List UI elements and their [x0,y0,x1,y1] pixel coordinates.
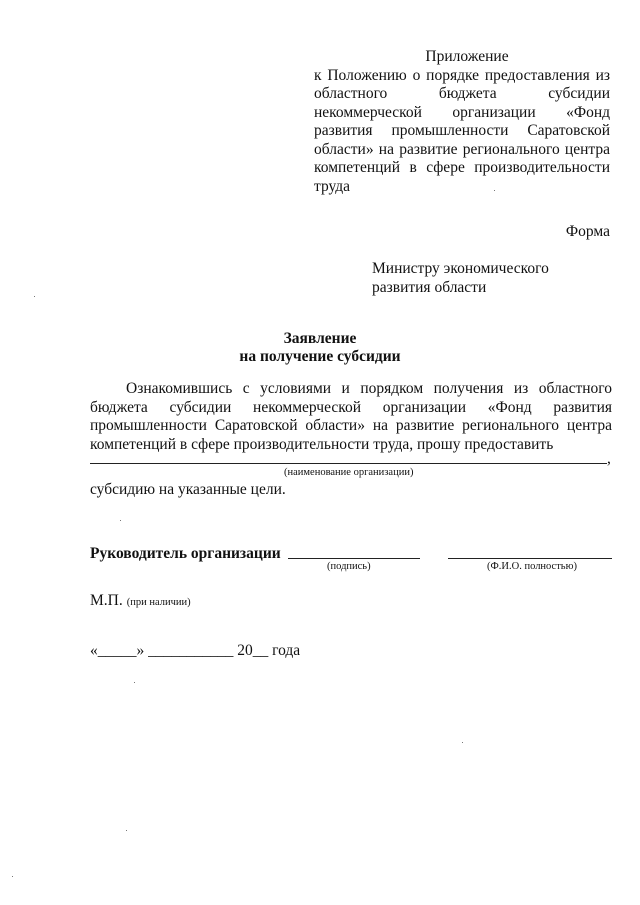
scan-speck [126,830,127,831]
date-year-blank[interactable]: __ [252,642,269,659]
stamp-note: (при наличии) [126,597,191,608]
document-title-line: на получение субсидии [239,348,401,365]
scan-speck [494,190,495,191]
head-of-organization-label: Руководитель организации [90,545,281,562]
org-line-comma: , [607,450,611,467]
stamp-placeholder [90,592,191,610]
form-label: Форма [565,223,610,240]
addressee-block [372,259,582,297]
document-title [0,330,640,366]
appendix-block [314,48,610,196]
organization-name-line[interactable] [90,462,607,464]
stamp-label: М.П. [90,592,123,609]
signature-caption: (подпись) [327,561,371,572]
appendix-body: к Положению о порядке предоставления из областного бюджета субсидии некоммерческой организации «Фонд развития промышленности Саратовской области» на развитие регионального центра компетенций в сфере производительности труда [314,66,610,195]
document-title-line: Заявление [283,330,357,347]
appendix-title: Приложение [425,48,509,65]
date-day-blank[interactable]: _____ [97,642,137,659]
organization-name-caption: (наименование организации) [284,467,414,478]
main-paragraph: Ознакомившись с условиями и порядком получения из областного бюджета субсидии некоммерческой организации «Фонд развития промышленности Саратовской области» на развитие регионального центра компетенций в сфере производительности труда, прошу предоставить [90,380,612,453]
date-year-prefix: 20 [237,642,253,659]
scan-speck [12,876,13,877]
scan-speck [120,520,121,521]
full-name-caption: (Ф.И.О. полностью) [487,561,577,572]
full-name-line[interactable] [448,557,612,559]
date-open-quote: « [90,642,98,659]
scan-speck [134,682,135,683]
date-suffix: года [272,642,301,659]
addressee-line: Министру экономического [372,260,549,277]
date-close-quote: » [136,642,145,659]
date-month-blank[interactable]: ___________ [148,642,234,659]
signature-line[interactable] [288,557,420,559]
date-line [90,642,300,660]
addressee-line: развития области [372,279,487,296]
purpose-text: субсидию на указанные цели. [90,481,286,498]
scan-speck [34,296,35,297]
scan-speck [462,742,463,743]
